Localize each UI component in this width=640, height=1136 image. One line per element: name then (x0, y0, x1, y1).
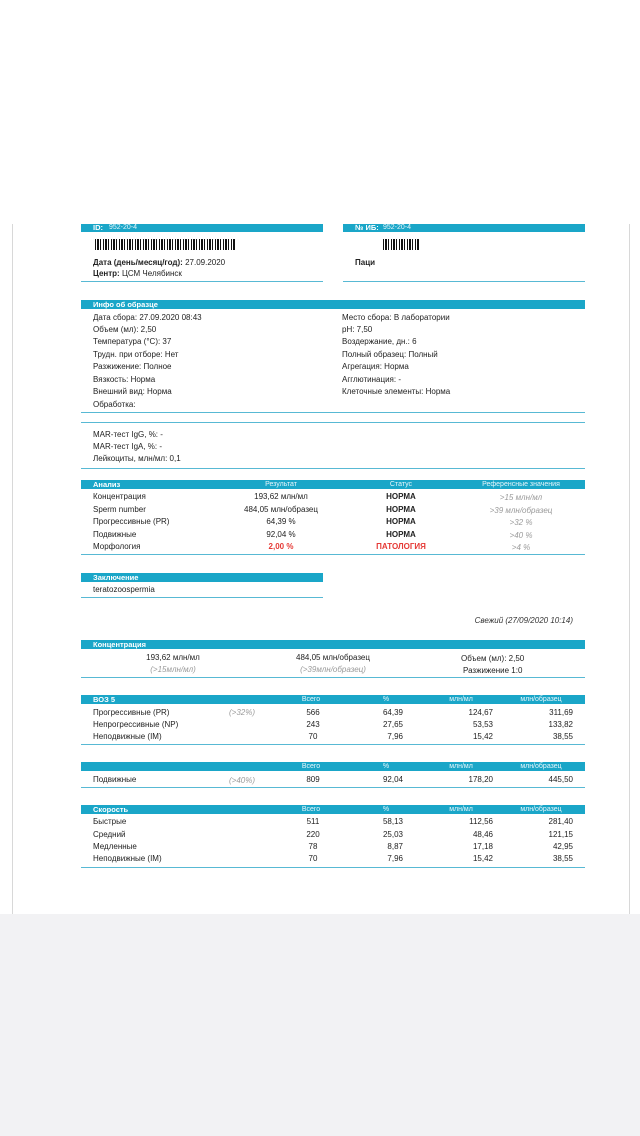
sample-left-0: Дата сбора: 27.09.2020 08:43 (93, 313, 202, 322)
barcode-right (383, 239, 419, 250)
analysis-status: НОРМА (386, 530, 416, 539)
nib-label: № ИБ: (355, 223, 379, 232)
sample-right-1: pH: 7,50 (342, 325, 373, 334)
motile-name: Подвижные (93, 775, 137, 784)
analysis-ref: >39 млн/образец (489, 506, 553, 515)
mar-top-line (81, 422, 585, 423)
motile-col-total: Всего (301, 763, 321, 770)
speed-pct: 7,96 (387, 854, 403, 863)
motile-col-mlnsample: млн/образец (520, 763, 562, 770)
who5-mlnsample: 311,69 (549, 708, 573, 717)
speed-mlnml: 48,46 (472, 830, 493, 839)
sample-left-3: Трудн. при отборе: Нет (93, 350, 179, 359)
background-area (0, 914, 640, 1136)
who5-total: 243 (306, 720, 320, 729)
analysis-name: Концентрация (93, 492, 146, 501)
speed-line (81, 867, 585, 868)
concentration-bar (81, 640, 585, 649)
conc-value-ml: 193,62 млн/мл (146, 653, 200, 662)
conclusion-text: teratozoospermia (93, 585, 155, 594)
conc-ref-ml: (>15млн/мл) (150, 665, 196, 674)
who5-name: Непрогрессивные (NP) (93, 720, 179, 729)
center-field (93, 269, 182, 279)
speed-col-total: Всего (301, 806, 321, 813)
sample-right-4: Агрегация: Норма (342, 362, 409, 371)
motile-pct: 92,04 (382, 775, 403, 784)
analysis-col-status: Статус (389, 481, 413, 488)
analysis-name: Sperm number (93, 505, 146, 514)
sample-right-5: Агглютинация: - (342, 375, 401, 384)
sample-left-7: Обработка: (93, 400, 136, 409)
who5-mlnml: 15,42 (472, 732, 493, 741)
analysis-name: Морфология (93, 542, 141, 551)
sample-left-2: Температура (°C): 37 (93, 337, 172, 346)
fresh-note: Свежий (27/09/2020 10:14) (474, 616, 573, 625)
report-page (12, 224, 630, 914)
speed-name: Неподвижные (IM) (93, 854, 162, 863)
mar-line (81, 468, 585, 469)
who5-col-pct: % (382, 696, 390, 703)
analysis-ref: >32 % (509, 518, 533, 527)
speed-total: 220 (306, 830, 320, 839)
analysis-result: 64,39 % (266, 517, 296, 526)
motile-mlnsample: 445,50 (548, 775, 573, 784)
analysis-result: 2,00 % (268, 542, 294, 551)
speed-name: Быстрые (93, 817, 127, 826)
analysis-ref: >15 млн/мл (499, 493, 543, 502)
speed-col-mlnsample: млн/образец (520, 806, 562, 813)
analysis-result: 92,04 % (266, 530, 296, 539)
speed-name: Медленные (93, 842, 137, 851)
analysis-status: ПАТОЛОГИЯ (376, 542, 426, 551)
sample-left-6: Внешний вид: Норма (93, 387, 172, 396)
motile-line (81, 787, 585, 788)
leukocytes: Лейкоциты, млн/мл: 0,1 (93, 454, 181, 463)
analysis-status: НОРМА (386, 492, 416, 501)
who5-total: 70 (308, 732, 318, 741)
id-value: 952-20-4 (109, 224, 138, 231)
analysis-ref: >40 % (509, 531, 533, 540)
sample-line (81, 412, 585, 413)
speed-mlnml: 15,42 (472, 854, 493, 863)
analysis-result: 484,05 млн/образец (244, 505, 318, 514)
conc-ref-sample: (>39млн/образец) (300, 665, 366, 674)
sample-left-5: Вязкость: Норма (93, 375, 156, 384)
speed-mlnsample: 281,40 (548, 817, 573, 826)
concentration-line (81, 677, 585, 678)
sample-left-4: Разжижение: Полное (93, 362, 172, 371)
speed-mlnml: 17,18 (472, 842, 493, 851)
conc-value-sample: 484,05 млн/образец (296, 653, 370, 662)
center-label: Центр: (93, 269, 120, 278)
speed-pct: 8,87 (387, 842, 403, 851)
sample-title: Инфо об образце (93, 300, 158, 309)
concentration-title: Концентрация (93, 640, 147, 649)
who5-mlnml: 124,67 (468, 708, 493, 717)
analysis-status: НОРМА (386, 505, 416, 514)
motile-bar (81, 762, 585, 771)
center-value: ЦСМ Челябинск (121, 269, 182, 278)
nib-value: 952-20-4 (383, 224, 412, 231)
analysis-col-name: Анализ (93, 480, 121, 489)
conclusion-line (81, 597, 323, 598)
date-value: 27.09.2020 (185, 258, 226, 267)
conclusion-bar (81, 573, 323, 582)
sample-right-6: Клеточные элементы: Норма (342, 387, 451, 396)
analysis-result: 193,62 млн/мл (254, 492, 308, 501)
who5-mlnsample: 38,55 (552, 732, 573, 741)
speed-title: Скорость (93, 805, 129, 814)
date-label: Дата (день/месяц/год): (93, 258, 183, 267)
who5-pct: 27,65 (382, 720, 403, 729)
speed-col-mlnml: млн/мл (449, 806, 473, 813)
speed-col-pct: % (382, 806, 390, 813)
id-label: ID: (93, 223, 103, 232)
patient-label: Паци (355, 258, 376, 267)
conc-dilution: Разжижение 1:0 (463, 666, 523, 675)
speed-mlnml: 112,56 (469, 817, 493, 826)
sample-left-1: Объем (мл): 2,50 (93, 325, 157, 334)
speed-total: 511 (306, 817, 320, 826)
barcode-left (95, 239, 235, 250)
motile-col-mlnml: млн/мл (449, 763, 473, 770)
who5-name: Прогрессивные (PR) (93, 708, 170, 717)
who5-col-total: Всего (301, 696, 321, 703)
analysis-col-result: Результат (265, 481, 297, 488)
analysis-col-ref: Референсные значения (482, 481, 560, 488)
mar-iga: MAR-тест IgA, %: - (93, 442, 163, 451)
motile-mlnml: 178,20 (468, 775, 493, 784)
speed-total: 70 (308, 854, 318, 863)
who5-bar (81, 695, 585, 704)
conc-volume: Объем (мл): 2,50 (461, 654, 525, 663)
analysis-header-bar (81, 480, 585, 489)
motile-total: 809 (306, 775, 320, 784)
date-field (93, 258, 225, 268)
who5-mlnsample: 133,82 (548, 720, 573, 729)
who5-pct: 7,96 (387, 732, 403, 741)
analysis-name: Прогрессивные (PR) (93, 517, 170, 526)
who5-col-mlnsample: млн/образец (520, 696, 562, 703)
speed-pct: 25,03 (382, 830, 403, 839)
who5-line (81, 744, 585, 745)
nib-bar (343, 224, 585, 232)
sample-right-2: Воздержание, дн.: 6 (342, 337, 417, 346)
who5-total: 566 (306, 708, 320, 717)
conclusion-title: Заключение (93, 573, 139, 582)
sample-right-0: Место сбора: В лаборатории (342, 313, 450, 322)
motile-col-pct: % (382, 763, 390, 770)
speed-mlnsample: 38,55 (552, 854, 573, 863)
sample-bar (81, 300, 585, 309)
who5-pct: 64,39 (382, 708, 403, 717)
analysis-name: Подвижные (93, 530, 137, 539)
analysis-status: НОРМА (386, 517, 416, 526)
analysis-line (81, 554, 585, 555)
sample-right-3: Полный образец: Полный (342, 350, 438, 359)
speed-pct: 58,13 (382, 817, 403, 826)
speed-mlnsample: 42,95 (552, 842, 573, 851)
speed-total: 78 (308, 842, 318, 851)
header-line-right (343, 281, 585, 282)
mar-igg: MAR-тест IgG, %: - (93, 430, 163, 439)
who5-mlnml: 53,53 (472, 720, 493, 729)
speed-bar (81, 805, 585, 814)
speed-name: Средний (93, 830, 126, 839)
speed-mlnsample: 121,15 (548, 830, 573, 839)
who5-ref: (>32%) (229, 708, 256, 717)
who5-col-mlnml: млн/мл (449, 696, 473, 703)
who5-name: Неподвижные (IM) (93, 732, 162, 741)
header-line-left (81, 281, 323, 282)
analysis-ref: >4 % (511, 543, 531, 552)
who5-title: ВОЗ 5 (93, 695, 116, 704)
id-bar (81, 224, 323, 232)
motile-ref: (>40%) (229, 776, 256, 785)
